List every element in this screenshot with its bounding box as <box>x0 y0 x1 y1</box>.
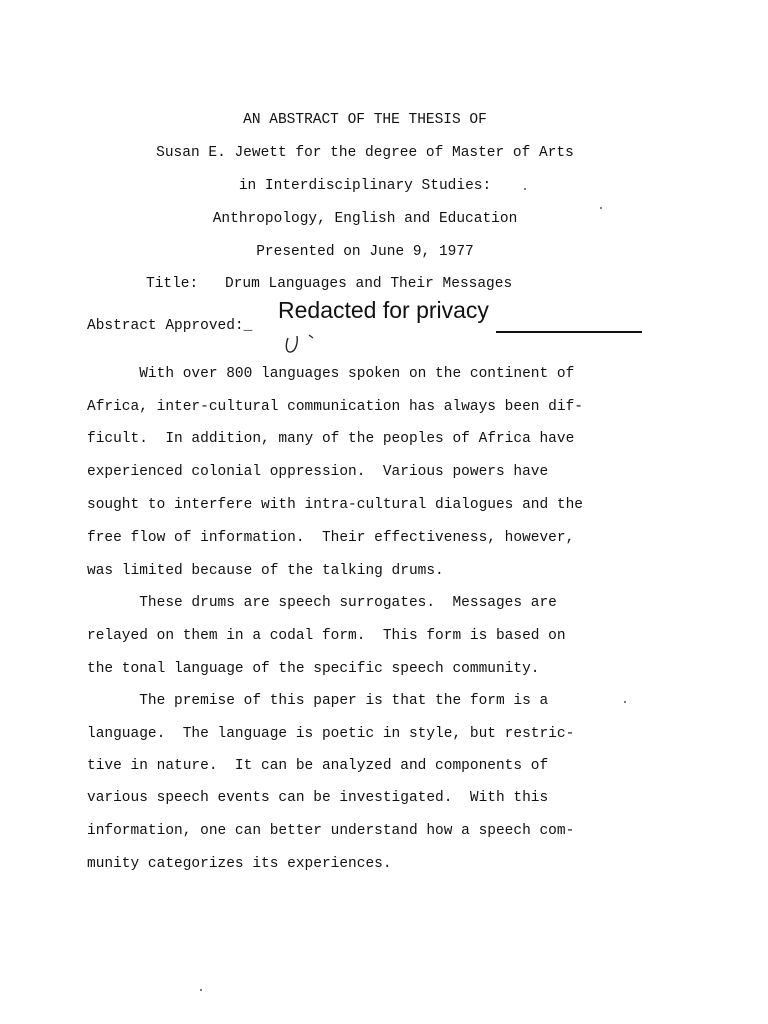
scan-speck <box>600 207 602 209</box>
body-line: tive in nature. It can be analyzed and components of <box>87 758 549 774</box>
body-line: relayed on them in a codal form. This form is based on <box>87 628 566 644</box>
body-line: These drums are speech surrogates. Messages are <box>87 595 557 611</box>
body-line: sought to interfere with intra-cultural dialogues and the <box>87 497 583 513</box>
redaction-notice: Redacted for privacy <box>278 297 489 323</box>
scan-speck <box>200 989 202 991</box>
body-line: various speech events can be investigated. With this <box>87 790 549 806</box>
body-line: ficult. In addition, many of the peoples of Africa have <box>87 431 575 447</box>
scan-speck <box>624 701 626 703</box>
title-label: Title: <box>146 276 199 292</box>
thesis-title: Drum Languages and Their Messages <box>225 276 513 292</box>
body-line: language. The language is poetic in style, but restric- <box>87 726 575 742</box>
body-line: The premise of this paper is that the form is a <box>87 693 549 709</box>
body-line: information, one can better understand how a speech com- <box>87 823 575 839</box>
author-degree-line: Susan E. Jewett for the degree of Master of Arts <box>156 145 574 161</box>
body-line: With over 800 languages spoken on the continent of <box>87 366 575 382</box>
scan-speck <box>524 188 526 190</box>
body-line: the tonal language of the specific speech community. <box>87 661 540 677</box>
program-line: in Interdisciplinary Studies: <box>238 178 492 194</box>
body-line: was limited because of the talking drums. <box>87 563 444 579</box>
body-line: Africa, inter-cultural communication has always been dif- <box>87 399 583 415</box>
body-line: experienced colonial oppression. Various powers have <box>87 464 549 480</box>
body-line: free flow of information. Their effectiveness, however, <box>87 530 575 546</box>
presented-date-line: Presented on June 9, 1977 <box>256 244 474 260</box>
fields-line: Anthropology, English and Education <box>212 211 518 227</box>
abstract-heading: AN ABSTRACT OF THE THESIS OF <box>243 112 487 128</box>
body-line: munity categorizes its experiences. <box>87 856 392 872</box>
signature-line <box>496 331 642 333</box>
signature-mark-icon <box>280 332 320 358</box>
abstract-approved-label: Abstract Approved:_ <box>87 318 253 334</box>
